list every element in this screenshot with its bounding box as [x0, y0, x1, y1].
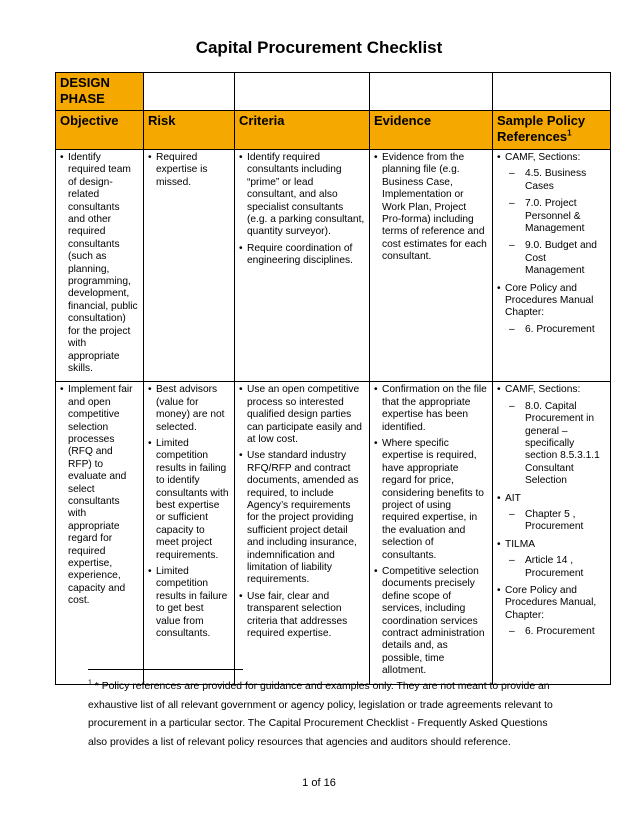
footnote-divider [88, 669, 243, 670]
header-row [56, 111, 611, 150]
list-item [148, 384, 230, 434]
policy-subitem: – 9.0. Budget and Cost Management [505, 240, 606, 277]
criteria-list [239, 152, 365, 268]
table-row [56, 150, 611, 382]
objective-cell [56, 150, 144, 382]
policy-text: Core Policy and Procedures Manual Chapter: [505, 282, 594, 319]
list-item [497, 283, 606, 337]
criteria-cell [235, 150, 370, 382]
objective-text: Implement fair and open competitive selection processes (RFQ and RFP) to evaluate and select consultants with appropriate regard for required expertise, experience, capacity and cost. [68, 384, 133, 607]
criteria-list [239, 384, 365, 640]
list-item [497, 585, 606, 639]
header-policy [493, 111, 611, 150]
list-item [374, 438, 488, 562]
evidence-cell [370, 150, 493, 382]
policy-list [497, 152, 606, 336]
header-risk: Risk [144, 111, 235, 150]
list-item [239, 152, 365, 239]
list-item [497, 152, 606, 278]
evidence-text: Competitive selection documents precisely define scope of services, including coordination services contract administration details and, as possible, time allotment. [382, 566, 485, 677]
policy-text: Core Policy and Procedures Manual, Chapter: [505, 585, 597, 621]
list-item [239, 384, 365, 446]
list-item [60, 152, 139, 375]
objective-list [60, 152, 139, 375]
policy-sublist [505, 555, 606, 580]
evidence-list [374, 152, 488, 264]
risk-list [148, 384, 230, 640]
header-objective: Objective [56, 111, 144, 150]
risk-text: Limited competition results in failure to get best value from consultants. [156, 566, 228, 640]
list-item [148, 438, 230, 562]
criteria-text: Use fair, clear and transparent selection criteria that addresses required expertise. [247, 590, 348, 640]
footnote-ref: 1 [567, 128, 572, 138]
list-item [60, 384, 139, 607]
evidence-text: Where specific expertise is required, have appropriate regard for price, considering benefits to project of using required expertise, in the evaluation and selection of consultants. [382, 437, 484, 561]
criteria-text: Identify required consultants including “prime” or lead consultant, and also specialist consultants (e.g. a parking consultant, quantity surveyor). [247, 152, 365, 238]
policy-sublist [505, 324, 606, 336]
policy-cell [493, 382, 611, 684]
list-item [148, 566, 230, 640]
header-evidence: Evidence [370, 111, 493, 150]
phase-row [56, 73, 611, 111]
policy-sublist [505, 401, 606, 488]
risk-cell [144, 382, 235, 684]
policy-subitem: – 6. Procurement [505, 324, 606, 336]
policy-subitem: – 8.0. Capital Procurement in general – specifically section 8.5.3.1.1 Consultant Selection [505, 401, 606, 488]
policy-subitem: – 6. Procurement [505, 626, 606, 638]
policy-cell [493, 150, 611, 382]
objective-cell [56, 382, 144, 684]
header-policy-label: Sample Policy References [497, 113, 586, 144]
list-item [239, 450, 365, 586]
table-row [56, 382, 611, 684]
risk-text: Limited competition results in failing to identify consultants with best expertise or sufficient capacity to meet project requirements. [156, 437, 229, 561]
footnote [88, 678, 558, 752]
criteria-cell [235, 382, 370, 684]
list-item [497, 539, 606, 580]
list-item [239, 243, 365, 268]
policy-subitem: – Article 14 , Procurement [505, 555, 606, 580]
header-criteria: Criteria [235, 111, 370, 150]
criteria-text: Use standard industry RFQ/RFP and contract documents, amended as required, to include Agency’s requirements for the project providing sufficient project detail and including insurance, indemnification and limitation of liability requirements. [247, 450, 359, 586]
checklist-table [55, 72, 611, 685]
policy-text: CAMF, Sections: [505, 152, 581, 163]
policy-sublist [505, 509, 606, 534]
evidence-cell [370, 382, 493, 684]
policy-sublist [505, 626, 606, 638]
evidence-text: Confirmation on the file that the appropriate expertise has been identified. [382, 384, 487, 433]
footnote-mark: 1 [88, 679, 92, 687]
list-item [374, 566, 488, 678]
policy-subitem: – 4.5. Business Cases [505, 168, 606, 193]
criteria-text: Use an open competitive process so interested qualified design parties can participate easily and at low cost. [247, 384, 362, 445]
objective-text: Identify required team of design-related consultants and other required consultants (such as planning, programming, development, financial, public consultation) for the project with appropriate skills. [68, 152, 138, 374]
risk-list [148, 152, 230, 189]
list-item [374, 384, 488, 434]
policy-text: CAMF, Sections: [505, 384, 581, 396]
risk-text: Best advisors (value for money) are not selected. [156, 384, 225, 433]
policy-text: TILMA [505, 538, 536, 550]
list-item [374, 152, 488, 264]
phase-label: DESIGN PHASE [56, 73, 144, 111]
list-item [497, 493, 606, 534]
page-number: 1 of 16 [302, 777, 336, 789]
policy-subitem: – 7.0. Project Personnel & Management [505, 198, 606, 235]
policy-list [497, 384, 606, 638]
list-item [239, 591, 365, 641]
evidence-text: Evidence from the planning file (e.g. Business Case, Implementation or Work Plan, Project Pro-forma) including terms of reference and cost estimates for each consultant. [382, 152, 487, 263]
policy-text: AIT [505, 492, 521, 504]
page-title: Capital Procurement Checklist [195, 38, 443, 57]
criteria-text: Require coordination of engineering disciplines. [247, 242, 353, 267]
policy-subitem: – Chapter 5 , Procurement [505, 509, 606, 534]
objective-list [60, 384, 139, 607]
policy-sublist [505, 168, 606, 277]
list-item [148, 152, 230, 189]
evidence-list [374, 384, 488, 677]
risk-text: Required expertise is missed. [156, 152, 208, 188]
footnote-text: * Policy references are provided for guidance and examples only. They are not meant to provide an exhaustive list of all relevant government or agency policy, legislation or trade agreements relevant to procurement in a particular sector. The Capital Procurement Checklist - Frequently Asked Questions also provides a list of relevant policy resources that agencies and auditors should reference. [88, 681, 553, 748]
risk-cell [144, 150, 235, 382]
list-item [497, 384, 606, 487]
